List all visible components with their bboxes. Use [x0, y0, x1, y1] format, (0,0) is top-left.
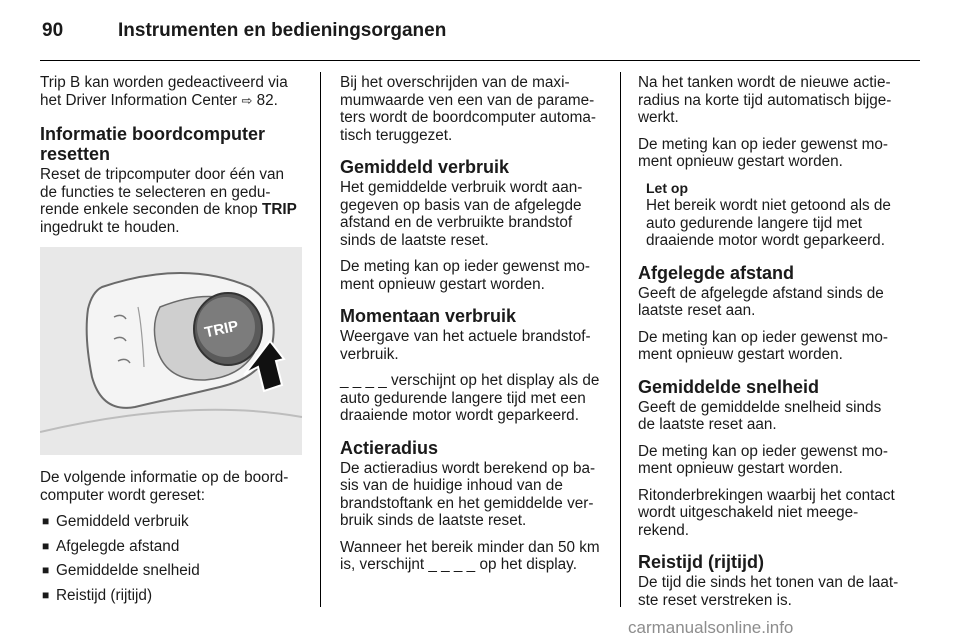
intro-paragraph: Trip B kan worden gedeactiveerd via het Driver Information Center ⇨ 82.	[40, 74, 288, 109]
column-1	[40, 74, 302, 611]
trip-stalk-drawing	[40, 247, 302, 455]
instant-consumption-paragraph: Weergave van het actuele brandstofverbruik.	[340, 328, 591, 363]
range-low-paragraph: Wanneer het bereik minder dan 50 km is, verschijnt _ _ _ _ op het display.	[340, 538, 600, 573]
page-number: 90	[42, 20, 64, 41]
section-heading-range: Actieradius	[340, 437, 439, 458]
header-rule	[40, 60, 920, 61]
watermark: carmanualsonline.info	[628, 618, 794, 637]
reset-list-intro: De volgende informatie op de boordcomputer wordt gereset:	[40, 469, 289, 504]
refuel-paragraph: Na het tanken wordt de nieuwe actieradius na korte tijd automatisch bijgewerkt.	[638, 74, 892, 126]
note-title: Let op	[646, 179, 688, 196]
note-box	[646, 180, 902, 250]
page-reference-arrow-icon: ⇨	[241, 92, 253, 108]
reset-list	[40, 513, 302, 604]
max-value-paragraph: Bij het overschrijden van de maximumwaarde ven een van de parameters wordt de boordcomputer automatisch teruggezet.	[340, 74, 596, 144]
avg-consumption-restart: De meting kan op ieder gewenst moment opnieuw gestart worden.	[340, 258, 590, 293]
trip-button-illustration	[40, 247, 302, 455]
dash-placeholder: _ _ _ _	[340, 372, 387, 389]
avg-consumption-paragraph: Het gemiddelde verbruik wordt aangegeven op basis van de afgelegde afstand en de verbruikte brandstof sinds de laatste reset.	[340, 179, 583, 249]
bullet-icon: ■	[42, 514, 50, 528]
distance-paragraph: Geeft de afgelegde afstand sinds de laatste reset aan.	[638, 284, 884, 319]
instant-consumption-note: _ _ _ _ verschijnt op het display als de auto gedurende langere tijd met een draaiende motor wordt geparkeerd.	[340, 372, 600, 424]
list-item: ■ Afgelegde afstand	[42, 537, 180, 555]
list-item: ■ Gemiddelde snelheid	[42, 562, 200, 579]
range-restart-paragraph: De meting kan op ieder gewenst moment opnieuw gestart worden.	[638, 135, 888, 170]
page-header	[42, 18, 918, 54]
bullet-icon: ■	[42, 538, 50, 553]
trip-key-label: TRIP	[261, 201, 297, 218]
column-3	[638, 74, 902, 618]
trip-button-label: TRIP	[203, 317, 240, 342]
reset-paragraph: Reset de tripcomputer door één van de functies te selecteren en gedurende enkele seconden de knop TRIP ingedrukt te houden.	[40, 166, 297, 236]
page-reference-link[interactable]: 82.	[256, 91, 278, 109]
avg-speed-interruptions: Ritonderbrekingen waarbij het contact wordt uitgeschakeld niet meegerekend.	[638, 486, 895, 539]
section-heading-travel-time: Reistijd (rijtijd)	[638, 552, 764, 572]
section-heading-reset: Informatie boordcomputer resetten	[40, 124, 266, 164]
page-title: Instrumenten en bedieningsorganen	[118, 20, 447, 41]
bullet-icon: ■	[42, 587, 50, 602]
section-heading-avg-consumption: Gemiddeld verbruik	[340, 157, 510, 177]
avg-speed-restart: De meting kan op ieder gewenst moment opnieuw gestart worden.	[638, 442, 888, 477]
list-item: ■ Gemiddeld verbruik	[42, 513, 189, 530]
column-divider-1	[320, 72, 321, 607]
range-paragraph: De actieradius wordt berekend op basis van de huidige inhoud van de brandstoftank en het gemiddelde verbruik sinds de laatste reset.	[340, 459, 596, 529]
travel-time-paragraph: De tijd die sinds het tonen van de laatste reset verstreken is.	[638, 574, 899, 609]
column-divider-2	[620, 72, 621, 607]
avg-speed-paragraph: Geeft de gemiddelde snelheid sinds de laatste reset aan.	[638, 398, 882, 433]
note-text: Het bereik wordt niet getoond als de auto gedurende langere tijd met draaiende motor wordt geparkeerd.	[646, 197, 891, 249]
distance-restart: De meting kan op ieder gewenst moment opnieuw gestart worden.	[638, 328, 888, 363]
section-heading-instant-consumption: Momentaan verbruik	[340, 306, 517, 326]
section-heading-distance: Afgelegde afstand	[638, 262, 795, 283]
section-heading-avg-speed: Gemiddelde snelheid	[638, 376, 820, 397]
column-2	[340, 74, 604, 583]
bullet-icon: ■	[42, 563, 50, 577]
list-item: ■ Reistijd (rijtijd)	[42, 586, 153, 604]
dash-placeholder: _ _ _ _	[428, 556, 476, 573]
